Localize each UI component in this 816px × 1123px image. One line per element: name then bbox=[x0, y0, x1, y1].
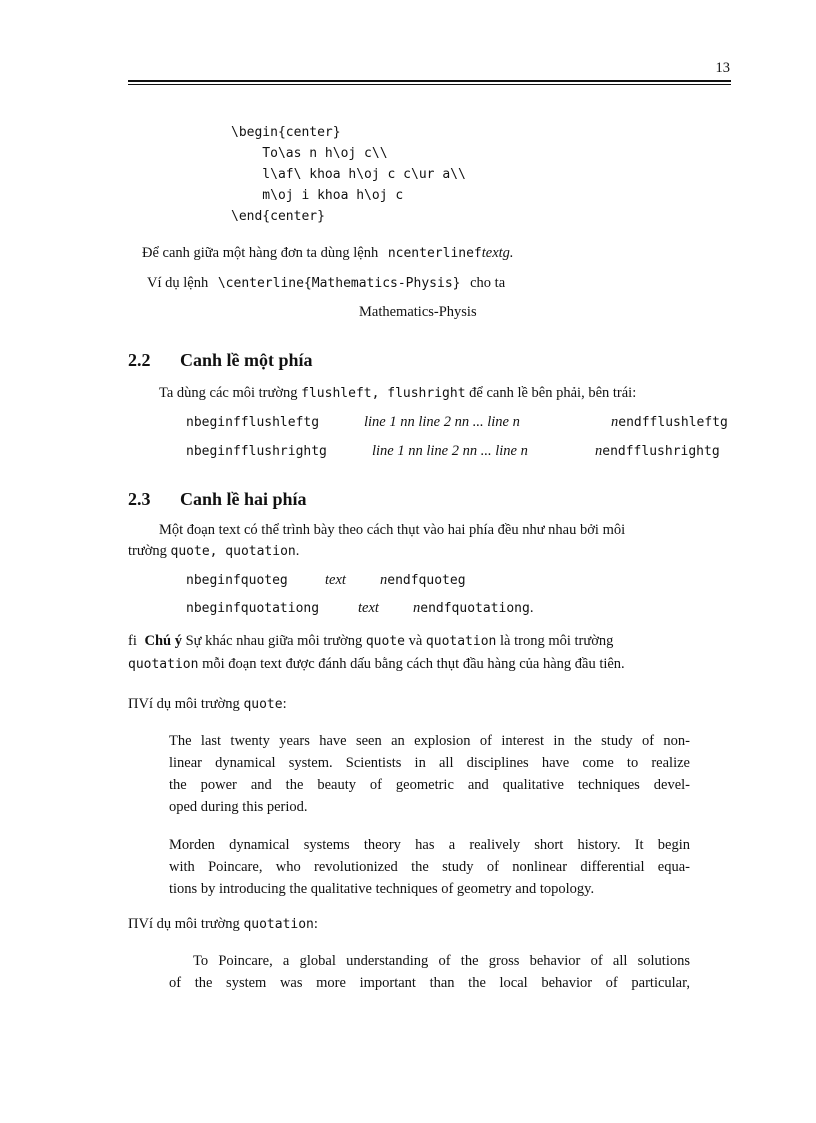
quote-line: linear dynamical system. Scientists in all disciplines have come to realize bbox=[169, 755, 690, 771]
quote-line: the power and the beauty of geometric and qualitative techniques devel- bbox=[169, 777, 690, 793]
intro-arg: textg. bbox=[481, 245, 514, 261]
begin-cmd: nbeginfflushleftg bbox=[186, 415, 320, 430]
example-suffix: cho ta bbox=[470, 275, 506, 291]
begin-cmd: nbeginfquoteg bbox=[186, 573, 288, 588]
note-cmd: quote bbox=[365, 634, 405, 649]
note-cmd: quotation bbox=[425, 634, 497, 649]
intro-cmds: flushleft, flushright bbox=[301, 386, 466, 401]
centerline-intro bbox=[142, 245, 514, 262]
note-text: và bbox=[408, 633, 423, 649]
section-title: Canh lề một phía bbox=[180, 350, 313, 370]
example-mark: Π bbox=[128, 916, 139, 932]
quote-paragraph-2 bbox=[169, 834, 690, 900]
section-number: 2.2 bbox=[128, 350, 151, 370]
quote-syntax bbox=[186, 572, 586, 588]
quotation-line: of the system was more important than the local behavior of particular, bbox=[169, 975, 690, 991]
intro-text: Để canh giữa một hàng đơn ta dùng lệnh bbox=[142, 245, 379, 261]
section-22-intro bbox=[159, 385, 636, 402]
page-number: 13 bbox=[715, 60, 730, 76]
flushright-syntax bbox=[186, 443, 731, 459]
intro-cmd: ncenterlinef bbox=[387, 246, 482, 261]
flushleft-syntax bbox=[186, 414, 731, 430]
end-dot: . bbox=[529, 600, 534, 616]
example-suffix: : bbox=[313, 916, 318, 932]
note-paragraph bbox=[128, 630, 731, 676]
code-line: m\oj i khoa h\oj c bbox=[231, 188, 404, 203]
section-title: Canh lề hai phía bbox=[180, 489, 307, 509]
example-quote-label bbox=[128, 696, 287, 713]
quote-paragraph-1 bbox=[169, 730, 690, 818]
end-n: n bbox=[413, 600, 421, 616]
example-quotation-label bbox=[128, 916, 318, 933]
line-content: text bbox=[358, 600, 379, 616]
note-cmd: quotation bbox=[128, 657, 199, 672]
intro-suffix: để canh lề bên phải, bên trái: bbox=[469, 385, 637, 401]
quotation-syntax bbox=[186, 600, 586, 616]
quote-line: The last twenty years have seen an explosion of interest in the study of non- bbox=[169, 733, 690, 749]
end-cmd: endfquotationg bbox=[420, 601, 530, 616]
line-content: line 1 nn line 2 nn ... line n bbox=[364, 414, 520, 430]
end-cmd: endfflushrightg bbox=[602, 444, 720, 459]
note-text: mỗi đoạn text được đánh dấu bằng cách thụt đầu hàng của hàng đầu tiên. bbox=[202, 656, 625, 672]
quotation-line: To Poincare, a global understanding of the gross behavior of all solutions bbox=[193, 953, 690, 969]
section-number: 2.3 bbox=[128, 489, 151, 509]
intro-end: . bbox=[295, 543, 300, 559]
section-23-intro-line1: Một đoạn text có thể trình bày theo cách thụt vào hai phía đều như nhau bởi môi bbox=[159, 522, 626, 538]
intro-b: trường bbox=[128, 543, 167, 559]
section-23-intro-line2 bbox=[128, 543, 299, 560]
code-line: \end{center} bbox=[231, 209, 325, 224]
code-line: To\as n h\oj c\\ bbox=[231, 146, 388, 161]
section-heading-2-2 bbox=[128, 350, 313, 371]
example-line bbox=[147, 275, 505, 292]
end-cmd: endfquoteg bbox=[387, 573, 466, 588]
quote-line: Morden dynamical systems theory has a realively short history. It begin bbox=[169, 837, 690, 853]
code-line: \begin{center} bbox=[231, 125, 341, 140]
code-block bbox=[231, 122, 466, 227]
quotation-paragraph-1 bbox=[169, 950, 690, 994]
quote-line: with Poincare, who revolutionized the study of nonlinear differential equa- bbox=[169, 859, 690, 875]
example-prefix: Ví dụ môi trường bbox=[138, 916, 240, 932]
note-text: Sự khác nhau giữa môi trường bbox=[185, 633, 363, 649]
note-label: Chú ý bbox=[144, 633, 182, 649]
header-rule-thin bbox=[128, 84, 731, 85]
example-mark: Π bbox=[128, 696, 139, 712]
example-suffix: : bbox=[282, 696, 287, 712]
example-prefix: Ví dụ lệnh bbox=[147, 275, 209, 291]
begin-cmd: nbeginfquotationg bbox=[186, 601, 320, 616]
example-cmd: quotation bbox=[243, 917, 314, 932]
intro-prefix: Ta dùng các môi trường bbox=[159, 385, 298, 401]
header-rule-thick bbox=[128, 80, 731, 82]
example-cmd: \centerline{Mathematics-Physis} bbox=[217, 276, 461, 291]
end-n: n bbox=[380, 572, 388, 588]
centered-output: Mathematics-Physis bbox=[359, 304, 477, 320]
begin-cmd: nbeginfflushrightg bbox=[186, 444, 327, 459]
quote-line: oped during this period. bbox=[169, 799, 308, 815]
end-n: n bbox=[595, 443, 603, 459]
section-heading-2-3 bbox=[128, 489, 307, 510]
quote-line: tions by introducing the qualitative techniques of geometry and topology. bbox=[169, 881, 595, 897]
line-content: text bbox=[325, 572, 346, 588]
line-content: line 1 nn line 2 nn ... line n bbox=[372, 443, 528, 459]
example-cmd: quote bbox=[243, 697, 283, 712]
example-prefix: Ví dụ môi trường bbox=[138, 696, 240, 712]
end-cmd: endfflushleftg bbox=[618, 415, 728, 430]
end-n: n bbox=[611, 414, 619, 430]
note-mark: fi bbox=[128, 633, 137, 649]
intro-cmds: quote, quotation bbox=[170, 544, 296, 559]
code-line: l\af\ khoa h\oj c c\ur a\\ bbox=[231, 167, 466, 182]
note-text: là trong môi trường bbox=[500, 633, 614, 649]
